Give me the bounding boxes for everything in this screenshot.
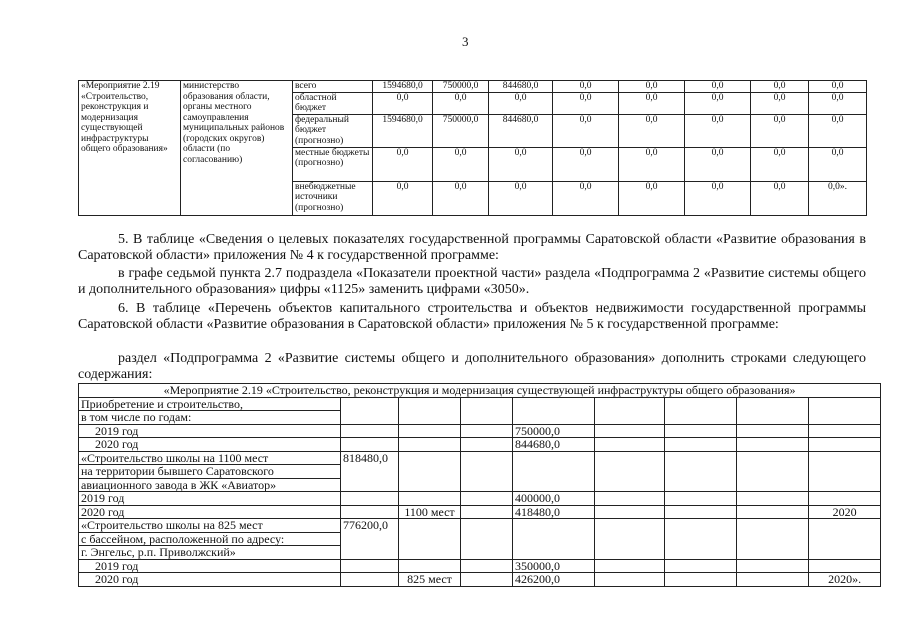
school2-line2: с бассейном, расположенной по адресу: xyxy=(79,532,341,546)
table-row xyxy=(79,492,881,506)
paragraph-5: 5. В таблице «Сведения о целевых показателях государственной программы Саратовской области «Развитие образования в Саратовской области» приложения № 4 к государственной программе: xyxy=(78,232,866,263)
table-row xyxy=(79,451,881,465)
value-cell: 750000,0 xyxy=(513,424,595,438)
school1-line3: авиационного завода в ЖК «Авиатор» xyxy=(79,478,341,492)
value-cell: 0,0 xyxy=(619,81,685,93)
value-cell: 0,0 xyxy=(433,181,489,215)
value-cell: 0,0 xyxy=(373,147,433,181)
value-cell: 426200,0 xyxy=(513,573,595,587)
table-row xyxy=(79,384,881,398)
value-cell: 0,0 xyxy=(809,81,867,93)
value-cell: 0,0 xyxy=(433,147,489,181)
value-cell: 0,0 xyxy=(809,92,867,114)
year-label: 2020 год xyxy=(79,573,341,587)
year-label: 2020 год xyxy=(79,438,341,452)
value-cell: 844680,0 xyxy=(489,81,553,93)
capacity-cell: 1100 мест xyxy=(399,505,461,519)
acq-line2: в том числе по годам: xyxy=(79,411,341,425)
value-cell: 0,0 xyxy=(553,92,619,114)
school1-line2: на территории бывшего Саратовского xyxy=(79,465,341,479)
value-cell: 0,0 xyxy=(619,114,685,147)
paragraph-6: 6. В таблице «Перечень объектов капитального строительства и объектов недвижимости государственной программы Саратовской области «Развитие образования в Саратовской области» приложения № 5 к государственной программе: xyxy=(78,301,866,332)
value-cell: 750000,0 xyxy=(433,114,489,147)
table-row xyxy=(79,573,881,587)
value-cell: 0,0 xyxy=(489,181,553,215)
acq-line1: Приобретение и строительство, xyxy=(79,397,341,411)
value-cell: 0,0 xyxy=(751,92,809,114)
table-row xyxy=(79,519,881,533)
value-cell: 418480,0 xyxy=(513,505,595,519)
value-cell: 350000,0 xyxy=(513,559,595,573)
table-row xyxy=(79,81,867,93)
value-cell: 0,0 xyxy=(553,114,619,147)
year-label: 2020 год xyxy=(79,505,341,519)
school1-cost: 818480,0 xyxy=(341,451,399,492)
value-cell: 0,0 xyxy=(685,181,751,215)
table-header: «Мероприятие 2.19 «Строительство, реконструкция и модернизация существующей инфраструктуры общего образования» xyxy=(79,384,881,398)
table-row xyxy=(79,424,881,438)
value-cell: 0,0 xyxy=(751,147,809,181)
objects-table xyxy=(78,383,881,587)
paragraph-5b: в графе седьмой пункта 2.7 подраздела «Показатели проектной части» раздела «Подпрограмма 2 «Развитие системы общего и дополнительного образования» цифры «1125» заменить цифрами «3050». xyxy=(78,266,866,297)
funding-table xyxy=(78,80,867,216)
source-cell: областной бюджет xyxy=(293,92,373,114)
table-row xyxy=(79,397,881,411)
value-cell: 844680,0 xyxy=(489,114,553,147)
year-label: 2019 год xyxy=(79,559,341,573)
source-cell: внебюджетные источники (прогнозно) xyxy=(293,181,373,215)
year-cell: 2020 xyxy=(809,505,881,519)
source-cell: всего xyxy=(293,81,373,93)
value-cell: 0,0 xyxy=(685,114,751,147)
paragraph-6b: раздел «Подпрограмма 2 «Развитие системы общего и дополнительного образования» дополнить строками следующего содержания: xyxy=(78,351,866,382)
value-cell: 0,0 xyxy=(809,147,867,181)
year-label: 2019 год xyxy=(79,424,341,438)
value-cell: 0,0». xyxy=(809,181,867,215)
school1-line1: «Строительство школы на 1100 мест xyxy=(79,451,341,465)
source-cell: федеральный бюджет (прогнозно) xyxy=(293,114,373,147)
value-cell: 1594680,0 xyxy=(373,114,433,147)
value-cell: 0,0 xyxy=(489,92,553,114)
value-cell: 1594680,0 xyxy=(373,81,433,93)
table-row xyxy=(79,505,881,519)
value-cell: 0,0 xyxy=(751,81,809,93)
year-cell: 2020». xyxy=(809,573,881,587)
year-label: 2019 год xyxy=(79,492,341,506)
event-name: «Мероприятие 2.19 «Строительство, реконструкция и модернизация существующей инфраструктуры общего образования» xyxy=(79,81,181,216)
value-cell: 0,0 xyxy=(809,114,867,147)
value-cell: 0,0 xyxy=(553,181,619,215)
value-cell: 0,0 xyxy=(619,181,685,215)
value-cell: 0,0 xyxy=(751,114,809,147)
value-cell: 750000,0 xyxy=(433,81,489,93)
value-cell: 0,0 xyxy=(619,92,685,114)
capacity-cell: 825 мест xyxy=(399,573,461,587)
value-cell: 0,0 xyxy=(751,181,809,215)
value-cell: 0,0 xyxy=(373,181,433,215)
value-cell: 0,0 xyxy=(619,147,685,181)
executor: министерство образования области, органы местного самоуправления муниципальных районов (городских округов) области (по согласованию) xyxy=(181,81,293,216)
value-cell: 0,0 xyxy=(373,92,433,114)
school2-line3: г. Энгельс, р.п. Приволжский» xyxy=(79,546,341,560)
value-cell: 0,0 xyxy=(489,147,553,181)
value-cell: 0,0 xyxy=(553,147,619,181)
value-cell: 400000,0 xyxy=(513,492,595,506)
source-cell: местные бюджеты (прогнозно) xyxy=(293,147,373,181)
value-cell: 0,0 xyxy=(685,147,751,181)
school2-cost: 776200,0 xyxy=(341,519,399,560)
table-row xyxy=(79,559,881,573)
value-cell: 0,0 xyxy=(685,81,751,93)
value-cell: 0,0 xyxy=(553,81,619,93)
value-cell: 844680,0 xyxy=(513,438,595,452)
school2-line1: «Строительство школы на 825 мест xyxy=(79,519,341,533)
table-row xyxy=(79,438,881,452)
value-cell: 0,0 xyxy=(433,92,489,114)
value-cell: 0,0 xyxy=(685,92,751,114)
page-number: 3 xyxy=(462,34,469,49)
